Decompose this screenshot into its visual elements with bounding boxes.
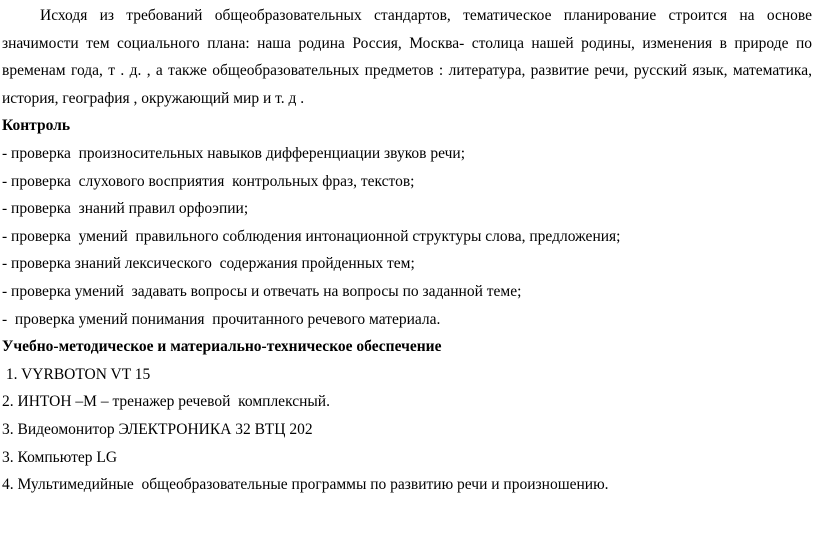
control-item: - проверка слухового восприятия контрольных фраз, текстов;: [2, 172, 415, 190]
control-item: - проверка умений задавать вопросы и отвечать на вопросы по заданной теме;: [2, 282, 522, 300]
equipment-item: 3. Видеомонитор ЭЛЕКТРОНИКА 32 ВТЦ 202: [2, 420, 313, 438]
control-list: [2, 140, 812, 333]
control-heading: Контроль: [2, 117, 71, 135]
equipment-item: 1. VYRBOTON VT 15: [2, 365, 151, 383]
control-item: - проверка умений правильного соблюдения интонационной структуры слова, предложения;: [2, 227, 621, 245]
equipment-item: 4. Мультимедийные общеобразовательные программы по развитию речи и произношению.: [2, 476, 609, 494]
control-item: - проверка знаний лексического содержания пройденных тем;: [2, 255, 415, 273]
document-body: [2, 2, 812, 499]
control-item: - проверка умений понимания прочитанного речевого материала.: [2, 310, 441, 328]
equipment-heading: Учебно-методическое и материально-техническое обеспечение: [2, 338, 442, 356]
control-item: - проверка знаний правил орфоэпии;: [2, 200, 249, 218]
control-item: - проверка произносительных навыков дифференциации звуков речи;: [2, 144, 466, 162]
equipment-item: 2. ИНТОН –М – тренажер речевой комплексный.: [2, 393, 330, 411]
intro-paragraph: Исходя из требований общеобразовательных стандартов, тематическое планирование строится на основе значимости тем социального плана: наша родина Россия, Москва- столица нашей родины, изменения в природе по временам года, т . д. , а также общеобразовательных предметов : литература, развитие речи, русский язык, математика, история, география , окружающий мир и т. д .: [2, 7, 812, 107]
equipment-item: 3. Компьютер LG: [2, 448, 118, 466]
equipment-list: [2, 361, 812, 499]
